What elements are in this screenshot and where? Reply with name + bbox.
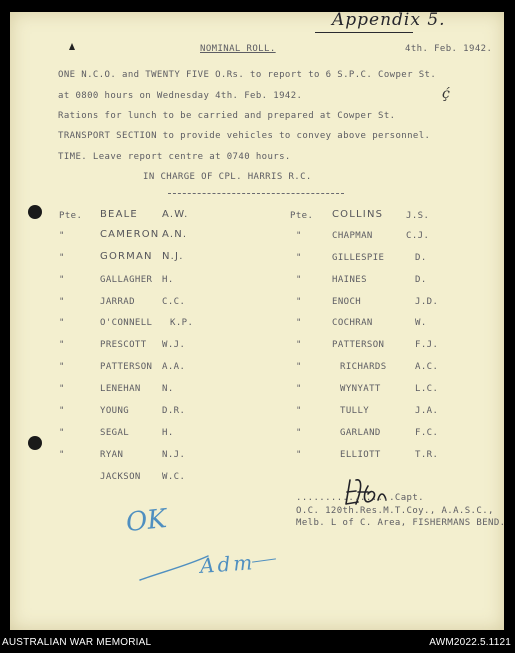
surname: YOUNG xyxy=(100,406,130,416)
surname: PRESCOTT xyxy=(100,340,147,350)
initials: K.P. xyxy=(170,318,194,328)
rank: " xyxy=(296,340,302,350)
rank: " xyxy=(296,318,302,328)
rank: " xyxy=(59,275,65,285)
surname: PATTERSON xyxy=(332,340,385,350)
surname: RYAN xyxy=(100,450,124,460)
rank: Pte. xyxy=(59,211,83,221)
footer-institution: AUSTRALIAN WAR MEMORIAL xyxy=(2,637,152,648)
initials: A.N. xyxy=(162,229,188,240)
initials-flourish xyxy=(252,558,276,562)
body-line-5: TIME. Leave report centre at 0740 hours. xyxy=(58,152,291,162)
punch-hole-bottom xyxy=(28,436,42,450)
initials: D. xyxy=(415,275,427,285)
rank: " xyxy=(59,231,65,241)
surname: BEALE xyxy=(100,209,138,220)
initials: J.D. xyxy=(415,297,439,307)
surname: COCHRAN xyxy=(332,318,373,328)
surname: LENEHAN xyxy=(100,384,141,394)
rank: " xyxy=(296,450,302,460)
document-date: 4th. Feb. 1942. xyxy=(405,44,493,54)
surname: HAINES xyxy=(332,275,367,285)
surname: GALLAGHER xyxy=(100,275,153,285)
rank: " xyxy=(59,384,65,394)
surname: CHAPMAN xyxy=(332,231,373,241)
initials: C.C. xyxy=(162,297,186,307)
surname: GORMAN xyxy=(100,251,153,262)
capt-line: .................Capt. xyxy=(296,493,425,503)
body-line-1: ONE N.C.O. and TWENTY FIVE O.Rs. to report to 6 S.P.C. Cowper St. xyxy=(58,70,437,80)
surname: PATTERSON xyxy=(100,362,153,372)
initials: T.R. xyxy=(415,450,439,460)
initials: W.J. xyxy=(162,340,186,350)
body-line-2: at 0800 hours on Wednesday 4th. Feb. 1942. xyxy=(58,91,303,101)
initials: D. xyxy=(415,253,427,263)
initials-annotation: Adm xyxy=(199,550,256,578)
rank: " xyxy=(59,362,65,372)
rank: " xyxy=(59,428,65,438)
rank: " xyxy=(296,231,302,241)
surname: CAMERON xyxy=(100,229,160,240)
rank: " xyxy=(59,450,65,460)
rank: " xyxy=(296,362,302,372)
surname: WYNYATT xyxy=(340,384,381,394)
initials: J.A. xyxy=(415,406,439,416)
rank: " xyxy=(296,406,302,416)
surname: COLLINS xyxy=(332,209,384,220)
initials: H. xyxy=(162,275,174,285)
surname: GARLAND xyxy=(340,428,381,438)
signature-scribble xyxy=(338,474,408,510)
initials: A.W. xyxy=(162,209,189,220)
signature xyxy=(338,474,408,510)
rank: " xyxy=(296,253,302,263)
initials: F.J. xyxy=(415,340,439,350)
initials: N.J. xyxy=(162,450,186,460)
surname: JARRAD xyxy=(100,297,135,307)
initials: N.J. xyxy=(162,251,184,262)
footer-accession-number: AWM2022.5.1121 xyxy=(429,637,511,648)
rank: " xyxy=(296,428,302,438)
section-divider xyxy=(168,193,344,194)
body-line-6: IN CHARGE OF CPL. HARRIS R.C. xyxy=(143,172,312,182)
initials: N. xyxy=(162,384,174,394)
document-title: NOMINAL ROLL. xyxy=(200,44,276,54)
rank: " xyxy=(59,406,65,416)
rank: " xyxy=(59,340,65,350)
rank: " xyxy=(59,318,65,328)
rank: " xyxy=(59,253,65,263)
initials: W.C. xyxy=(162,472,186,482)
surname: O'CONNELL xyxy=(100,318,153,328)
initials: D.R. xyxy=(162,406,186,416)
surname: SEGAL xyxy=(100,428,130,438)
initials: J.S. xyxy=(406,211,430,221)
surname: ENOCH xyxy=(332,297,362,307)
initials: W. xyxy=(415,318,427,328)
punch-hole-top xyxy=(28,205,42,219)
surname: JACKSON xyxy=(100,472,141,482)
initials: L.C. xyxy=(415,384,439,394)
initials: C.J. xyxy=(406,231,430,241)
surname: GILLESPIE xyxy=(332,253,385,263)
body-line-4: TRANSPORT SECTION to provide vehicles to convey above personnel. xyxy=(58,131,431,141)
initials: F.C. xyxy=(415,428,439,438)
rank: " xyxy=(296,297,302,307)
appendix-underline xyxy=(315,32,413,33)
staple-mark xyxy=(69,43,75,50)
surname: ELLIOTT xyxy=(340,450,381,460)
appendix-annotation: Appendix 5. xyxy=(332,10,446,30)
surname: TULLY xyxy=(340,406,370,416)
initials: H. xyxy=(162,428,174,438)
ok-annotation: OK xyxy=(124,503,169,539)
rank: " xyxy=(59,297,65,307)
rank: " xyxy=(296,384,302,394)
signature-line-3: Melb. L of C. Area, FISHERMANS BEND. xyxy=(296,518,506,528)
signature-line-2: O.C. 120th.Res.M.T.Coy., A.A.S.C., xyxy=(296,506,494,516)
document-page xyxy=(10,12,504,630)
initials: A.A. xyxy=(162,362,186,372)
rank: " xyxy=(296,275,302,285)
margin-tick: ḉ xyxy=(442,86,450,102)
body-line-3: Rations for lunch to be carried and prepared at Cowper St. xyxy=(58,111,396,121)
initials: A.C. xyxy=(415,362,439,372)
surname: RICHARDS xyxy=(340,362,387,372)
rank: Pte. xyxy=(290,211,314,221)
